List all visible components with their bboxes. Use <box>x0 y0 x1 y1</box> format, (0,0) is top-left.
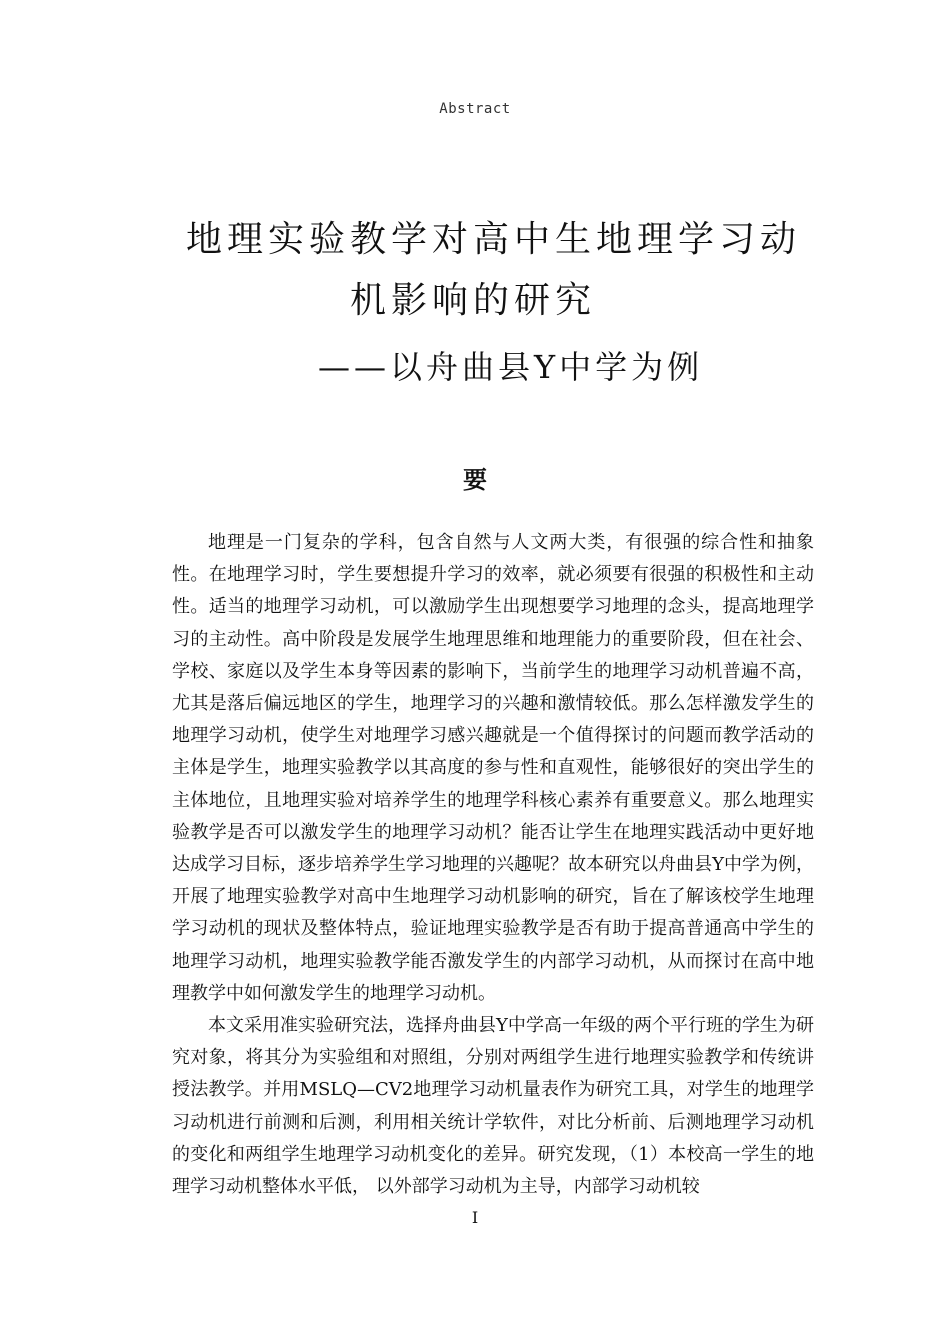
thesis-subtitle: ——以舟曲县Y中学为例 <box>318 348 704 386</box>
page-number: I <box>471 1208 479 1227</box>
abstract-heading: 要 <box>463 465 487 494</box>
thesis-title-line-1: 地理实验教学对高中生地理学习动 <box>186 219 802 260</box>
thesis-title-line-2: 机影响的研究 <box>350 280 597 321</box>
abstract-body <box>172 527 814 1203</box>
abstract-paragraph-2: 本文采用准实验研究法，选择舟曲县Y中学高一年级的两个平行班的学生为研究对象，将其分为实验组和对照组，分别对两组学生进行地理实验教学和传统讲授法教学。并用MSLQ—CV2地理学习动机量表作为研究工具，对学生的地理学习动机进行前测和后测，利用相关统计学软件，对比分析前、后测地理学习动机的变化和两组学生地理学习动机变化的差异。研究发现，（1）本校高一学生的地理学习动机整体水平低， 以外部学习动机为主导，内部学习动机较 <box>172 1015 814 1198</box>
running-header: Abstract <box>439 101 511 117</box>
abstract-paragraph-1: 地理是一门复杂的学科，包含自然与人文两大类，有很强的综合性和抽象性。在地理学习时，学生要想提升学习的效率，就必须要有很强的积极性和主动性。适当的地理学习动机，可以激励学生出现想要学习地理的念头，提高地理学习的主动性。高中阶段是发展学生地理思维和地理能力的重要阶段，但在社会、学校、家庭以及学生本身等因素的影响下，当前学生的地理学习动机普遍不高，尤其是落后偏远地区的学生，地理学习的兴趣和激情较低。那么怎样激发学生的地理学习动机，使学生对地理学习感兴趣就是一个值得探讨的问题而教学活动的主体是学生，地理实验教学以其高度的参与性和直观性，能够很好的突出学生的主体地位，且地理实验对培养学生的地理学科核心素养有重要意义。那么地理实验教学是否可以激发学生的地理学习动机？能否让学生在地理实践活动中更好地达成学习目标，逐步培养学生学习地理的兴趣呢？故本研究以舟曲县Y中学为例，开展了地理实验教学对高中生地理学习动机影响的研究，旨在了解该校学生地理学习动机的现状及整体特点，验证地理实验教学是否有助于提高普通高中学生的地理学习动机，地理实验教学能否激发学生的内部学习动机，从而探讨在高中地理教学中如何激发学生的地理学习动机。 <box>172 532 814 1004</box>
